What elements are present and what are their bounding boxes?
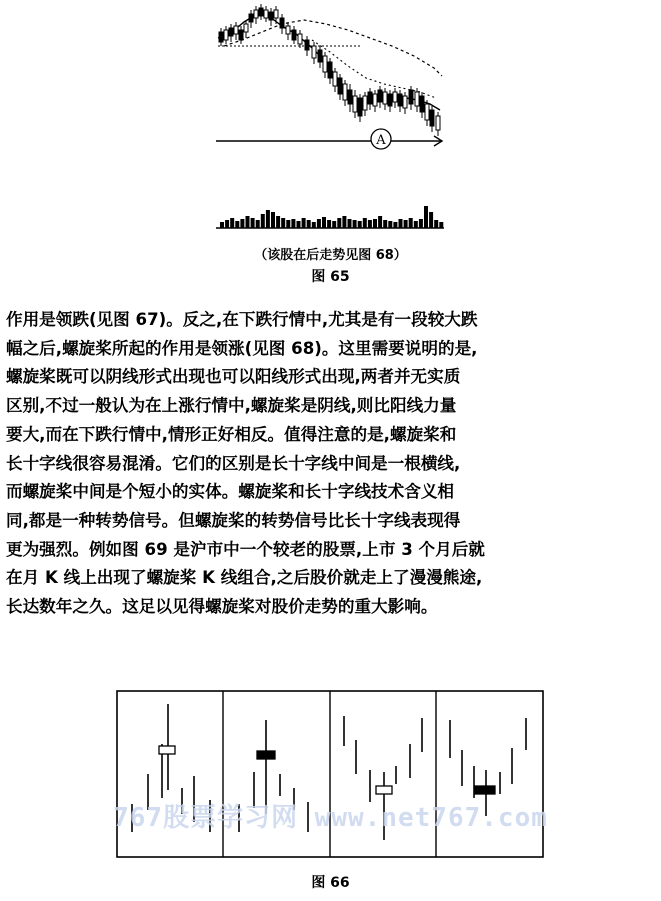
candlestick [353,90,357,118]
figure-65-chart [212,0,452,235]
candlestick [383,88,387,110]
candlestick [378,86,382,108]
volume-bar [256,220,260,228]
paragraph-line: 长达数年之久。这足以见得螺旋桨对股价走势的重大影响。 [6,597,438,617]
volume-bar [348,219,352,228]
spinning-top-body [376,786,392,794]
volume-bar [332,221,336,228]
volume-bar [404,220,408,228]
volume-bar [307,220,311,228]
candlestick [318,46,322,68]
candlestick [373,90,377,112]
volume-bar [419,219,423,228]
volume-bar [281,218,285,228]
paragraph-line: 要大,而在下跌行情中,情形正好相反。值得注意的是,螺旋桨和 [6,424,457,444]
candlestick [219,28,223,46]
volume-bar [414,221,418,228]
volume-bar [358,221,362,228]
volume-bar [337,218,341,228]
long-moving-average [224,20,442,76]
spinning-top-body [475,786,495,794]
volume-bar [291,219,295,228]
candlestick-series [219,4,440,136]
candlestick [254,6,258,24]
candlestick [425,100,429,126]
volume-bar [353,220,357,228]
volume-bar [363,218,367,228]
volume-bar [409,218,413,228]
volume-bar [266,210,270,228]
volume-bar [434,220,438,228]
volume-bar [302,218,306,228]
candlestick [286,22,290,40]
paragraph-line: 区别,不过一般认为在上涨行情中,螺旋桨是阴线,则比阳线力量 [6,396,457,416]
candlestick [348,84,352,112]
volume-bar [317,219,321,228]
volume-bar [383,220,387,228]
volume-bar [327,220,331,228]
candlestick [305,36,309,56]
candlestick [338,74,342,100]
candlestick [234,22,238,40]
candlestick [363,92,367,116]
marker-a [371,129,391,149]
body-paragraph [6,306,656,622]
paragraph-line: 更为强烈。例如图 69 是沪市中一个较老的股票,上市 3 个月后就 [6,539,485,559]
candlestick [224,26,228,44]
candlestick [244,20,248,38]
candlestick [328,58,332,84]
volume-bar [276,216,280,228]
volume-bar [261,214,265,228]
volume-bar [368,220,372,228]
candlestick [298,30,302,48]
volume-bar [373,219,377,228]
volume-bar [235,221,239,228]
volume-bar [251,218,255,228]
marker-a-label: A [376,133,386,148]
volume-bar [246,216,250,228]
volume-bar [399,219,403,228]
volume-bar [271,212,275,228]
volume-bar [388,221,392,228]
candlestick [229,24,233,42]
volume-bar [240,219,244,228]
volume-bar [424,206,428,228]
candlestick [420,92,424,118]
candlestick [403,92,407,114]
paragraph-line: 而螺旋桨中间是个短小的实体。螺旋桨和长十字线技术含义相 [6,482,455,502]
candlestick [292,26,296,44]
paragraph-line: 幅之后,螺旋桨所起的作用是领涨(见图 68)。这里需要说明的是, [6,338,478,358]
candlestick [368,88,372,110]
candlestick [388,90,392,112]
watermark: 767股票学习网 www.net767.com [113,803,548,833]
paragraph-line: 长十字线很容易混淆。它们的区别是长十字线中间是一根横线, [6,453,461,473]
candlestick [323,52,327,78]
paragraph-line: 在月 K 线上出现了螺旋桨 K 线组合,之后股价就走上了漫漫熊途, [6,568,483,588]
volume-bar [297,221,301,228]
spinning-top-body [257,751,275,759]
figure-65-caption: 图 65 [311,269,350,285]
candlestick [393,88,397,108]
candlestick [264,6,268,22]
volume-bar [220,222,224,228]
volume-bar [286,220,290,228]
volume-bar [429,212,433,228]
volume-bar [322,217,326,228]
bottom-arrow-line [216,136,442,146]
paragraph-line: 作用是领跌(见图 67)。反之,在下跌行情中,尤其是有一段较大跌 [6,310,478,329]
volume-bars [220,206,443,228]
candlestick [249,10,253,28]
volume-bar [393,222,397,228]
paragraph-line: 同,都是一种转势信号。但螺旋桨的转势信号比长十字线表现得 [6,510,461,530]
candlestick [280,14,284,34]
candlestick [269,8,273,26]
volume-bar [342,216,346,228]
volume-bar [225,220,229,228]
candlestick [259,4,263,20]
candlestick [358,94,362,122]
candlestick [343,80,347,106]
candlestick [333,68,337,92]
candlestick [430,106,434,132]
candlestick [398,90,402,112]
candlestick [312,42,316,64]
volume-bar [312,222,316,228]
candlestick [415,88,419,112]
volume-bar [378,216,382,228]
figure-65-note: （该股在后走势见图 68） [254,248,407,263]
spinning-top-body [159,746,175,754]
figure-66-caption: 图 66 [311,875,350,891]
volume-bar [230,218,234,228]
candlestick [239,26,243,44]
candlestick [409,86,413,110]
volume-bar [439,222,443,228]
paragraph-line: 螺旋桨既可以阴线形式出现也可以阳线形式出现,两者并无实质 [6,367,461,387]
candlestick [436,112,440,136]
